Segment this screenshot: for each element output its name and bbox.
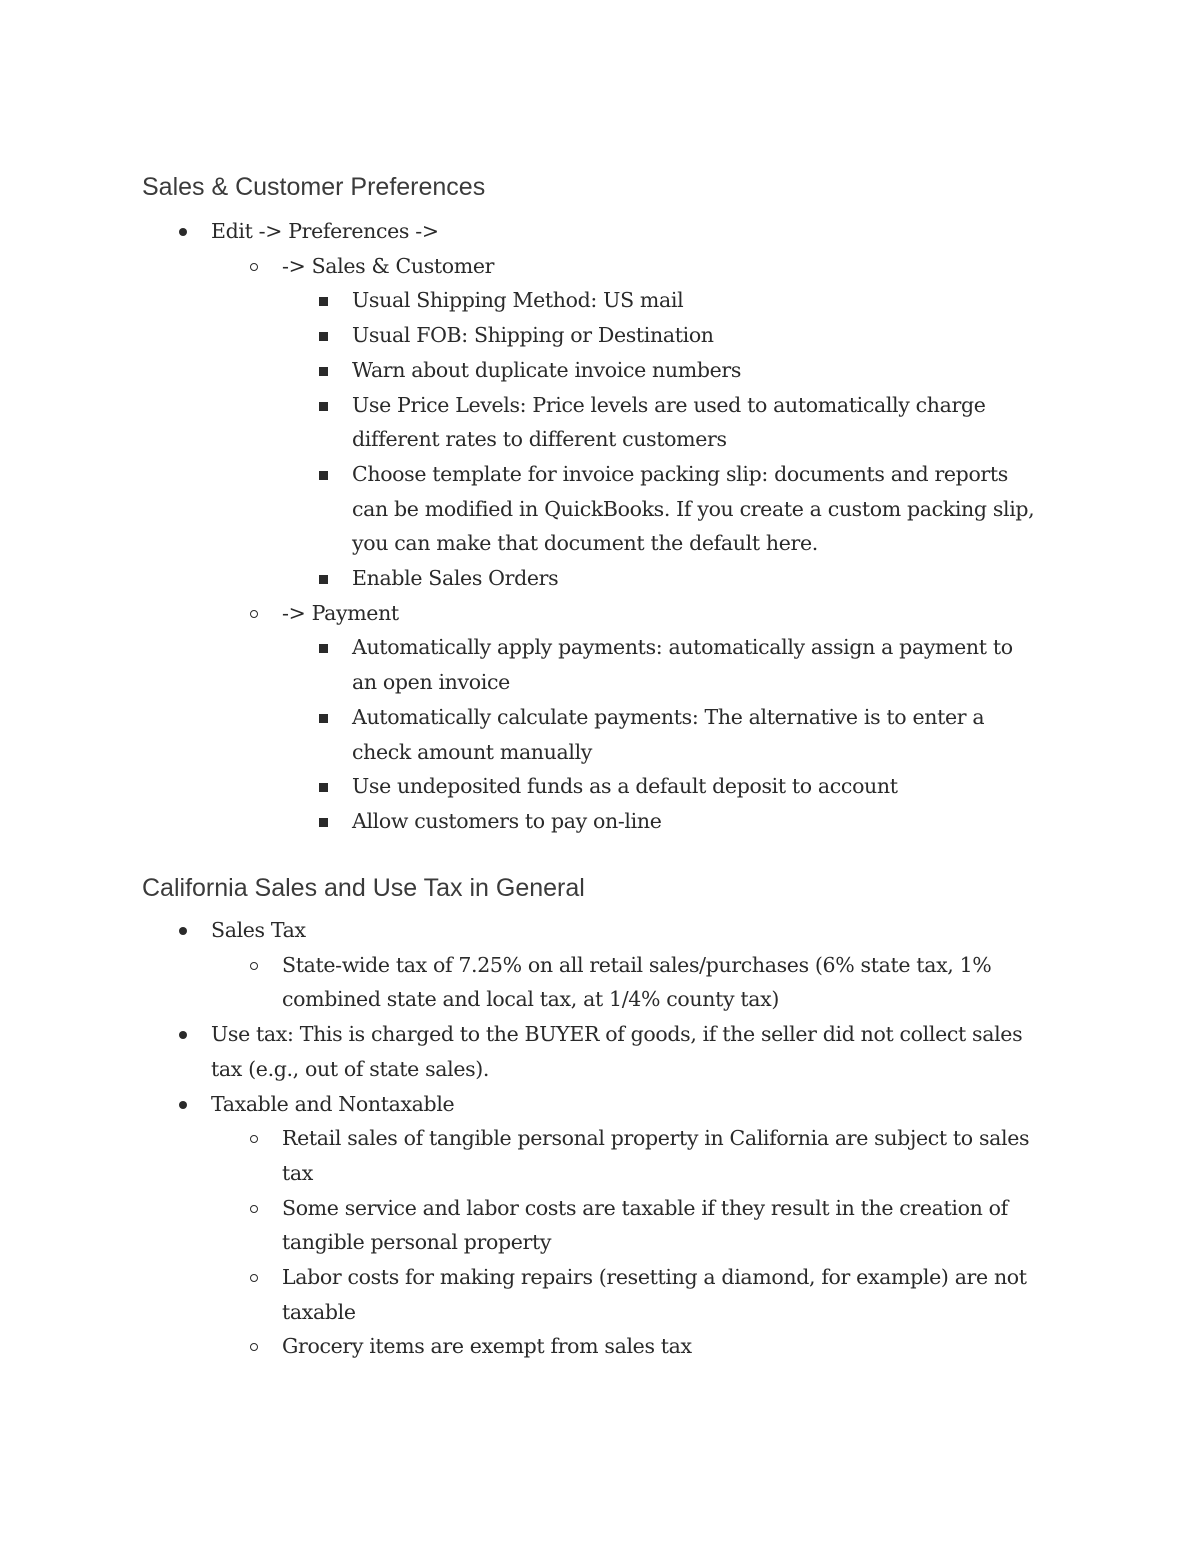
list-item	[0, 1329, 1042, 1364]
bullet-circle-icon	[250, 263, 258, 271]
list-item-text: Enable Sales Orders	[352, 566, 559, 591]
list-item	[0, 1191, 1042, 1260]
list-item-text: -> Sales & Customer	[282, 253, 495, 278]
bullet-circle-icon	[250, 1343, 258, 1351]
bullet-circle-icon	[250, 610, 258, 618]
list-item-text: Automatically calculate payments: The alternative is to enter a check amount manually	[352, 704, 985, 764]
list-item-text: Taxable and Nontaxable	[211, 1091, 455, 1116]
bullet-disc-icon	[179, 228, 187, 236]
list-item-text: Automatically apply payments: automatically assign a payment to an open invoice	[352, 635, 1013, 695]
list-item	[0, 318, 1042, 353]
bullet-square-icon	[319, 402, 328, 411]
bullet-square-icon	[319, 471, 328, 480]
bullet-square-icon	[319, 783, 328, 792]
bullet-square-icon	[319, 818, 328, 827]
list-item	[0, 388, 1042, 457]
bullet-circle-icon	[250, 1135, 258, 1143]
list-item-text: Grocery items are exempt from sales tax	[282, 1334, 692, 1359]
bullet-disc-icon	[179, 1031, 187, 1039]
list-item	[0, 630, 1042, 699]
bullet-circle-icon	[250, 1205, 258, 1213]
list-item-text: Use Price Levels: Price levels are used to automatically charge different rates to different customers	[352, 392, 986, 452]
list-item-text: -> Payment	[282, 600, 399, 625]
list-item	[0, 596, 1042, 631]
list-item-text: Retail sales of tangible personal property in California are subject to sales tax	[282, 1126, 1030, 1185]
list-item	[0, 1087, 1041, 1122]
bullet-square-icon	[319, 297, 328, 306]
list-item	[0, 283, 1042, 318]
bullet-circle-icon	[250, 962, 258, 970]
list-item-text: Labor costs for making repairs (resetting a diamond, for example) are not taxable	[282, 1265, 1027, 1324]
list-item-text: Sales Tax	[211, 918, 306, 942]
list-item	[0, 769, 1042, 804]
list-item	[0, 1017, 1041, 1086]
list-item	[0, 561, 1042, 596]
list-item	[0, 948, 1042, 1017]
list-item	[0, 353, 1042, 388]
bullet-disc-icon	[179, 927, 187, 935]
list-item-text: Allow customers to pay on-line	[352, 808, 662, 833]
california-sales-use-tax-list	[0, 913, 1200, 1364]
list-item	[0, 913, 1041, 948]
bullet-square-icon	[319, 644, 328, 653]
list-item-text: Usual Shipping Method: US mail	[352, 288, 684, 313]
section-heading-sales-customer-preferences: Sales & Customer Preferences	[142, 173, 486, 201]
list-item-text: Warn about duplicate invoice numbers	[352, 357, 742, 382]
bullet-disc-icon	[179, 1101, 187, 1109]
list-item-text: Choose template for invoice packing slip: documents and reports can be modified in QuickBooks. If you create a custom packing slip, you can make that document the default here.	[352, 461, 1035, 556]
list-item-text: Use undeposited funds as a default deposit to account	[352, 774, 898, 799]
bullet-square-icon	[319, 367, 328, 376]
list-item-text: Some service and labor costs are taxable if they result in the creation of tangible personal property	[282, 1195, 1008, 1255]
bullet-square-icon	[319, 575, 328, 584]
bullet-square-icon	[319, 332, 328, 341]
bullet-circle-icon	[250, 1274, 258, 1282]
list-item	[0, 214, 1041, 249]
sales-customer-preferences-list	[0, 214, 1200, 839]
section-heading-california-sales-use-tax: California Sales and Use Tax in General	[142, 874, 585, 902]
list-item	[0, 804, 1042, 839]
list-item	[0, 249, 1042, 284]
list-item	[0, 1121, 1042, 1190]
list-item-text: State-wide tax of 7.25% on all retail sales/purchases (6% state tax, 1% combined state and local tax, at 1/4% county tax)	[282, 952, 992, 1012]
list-item	[0, 1260, 1042, 1329]
bullet-square-icon	[319, 714, 328, 723]
list-item-text: Usual FOB: Shipping or Destination	[352, 323, 714, 348]
list-item-text: Edit -> Preferences ->	[211, 219, 439, 243]
list-item	[0, 457, 1042, 561]
list-item	[0, 700, 1042, 769]
list-item-text: Use tax: This is charged to the BUYER of goods, if the seller did not collect sales tax (e.g., out of state sales).	[211, 1022, 1023, 1081]
